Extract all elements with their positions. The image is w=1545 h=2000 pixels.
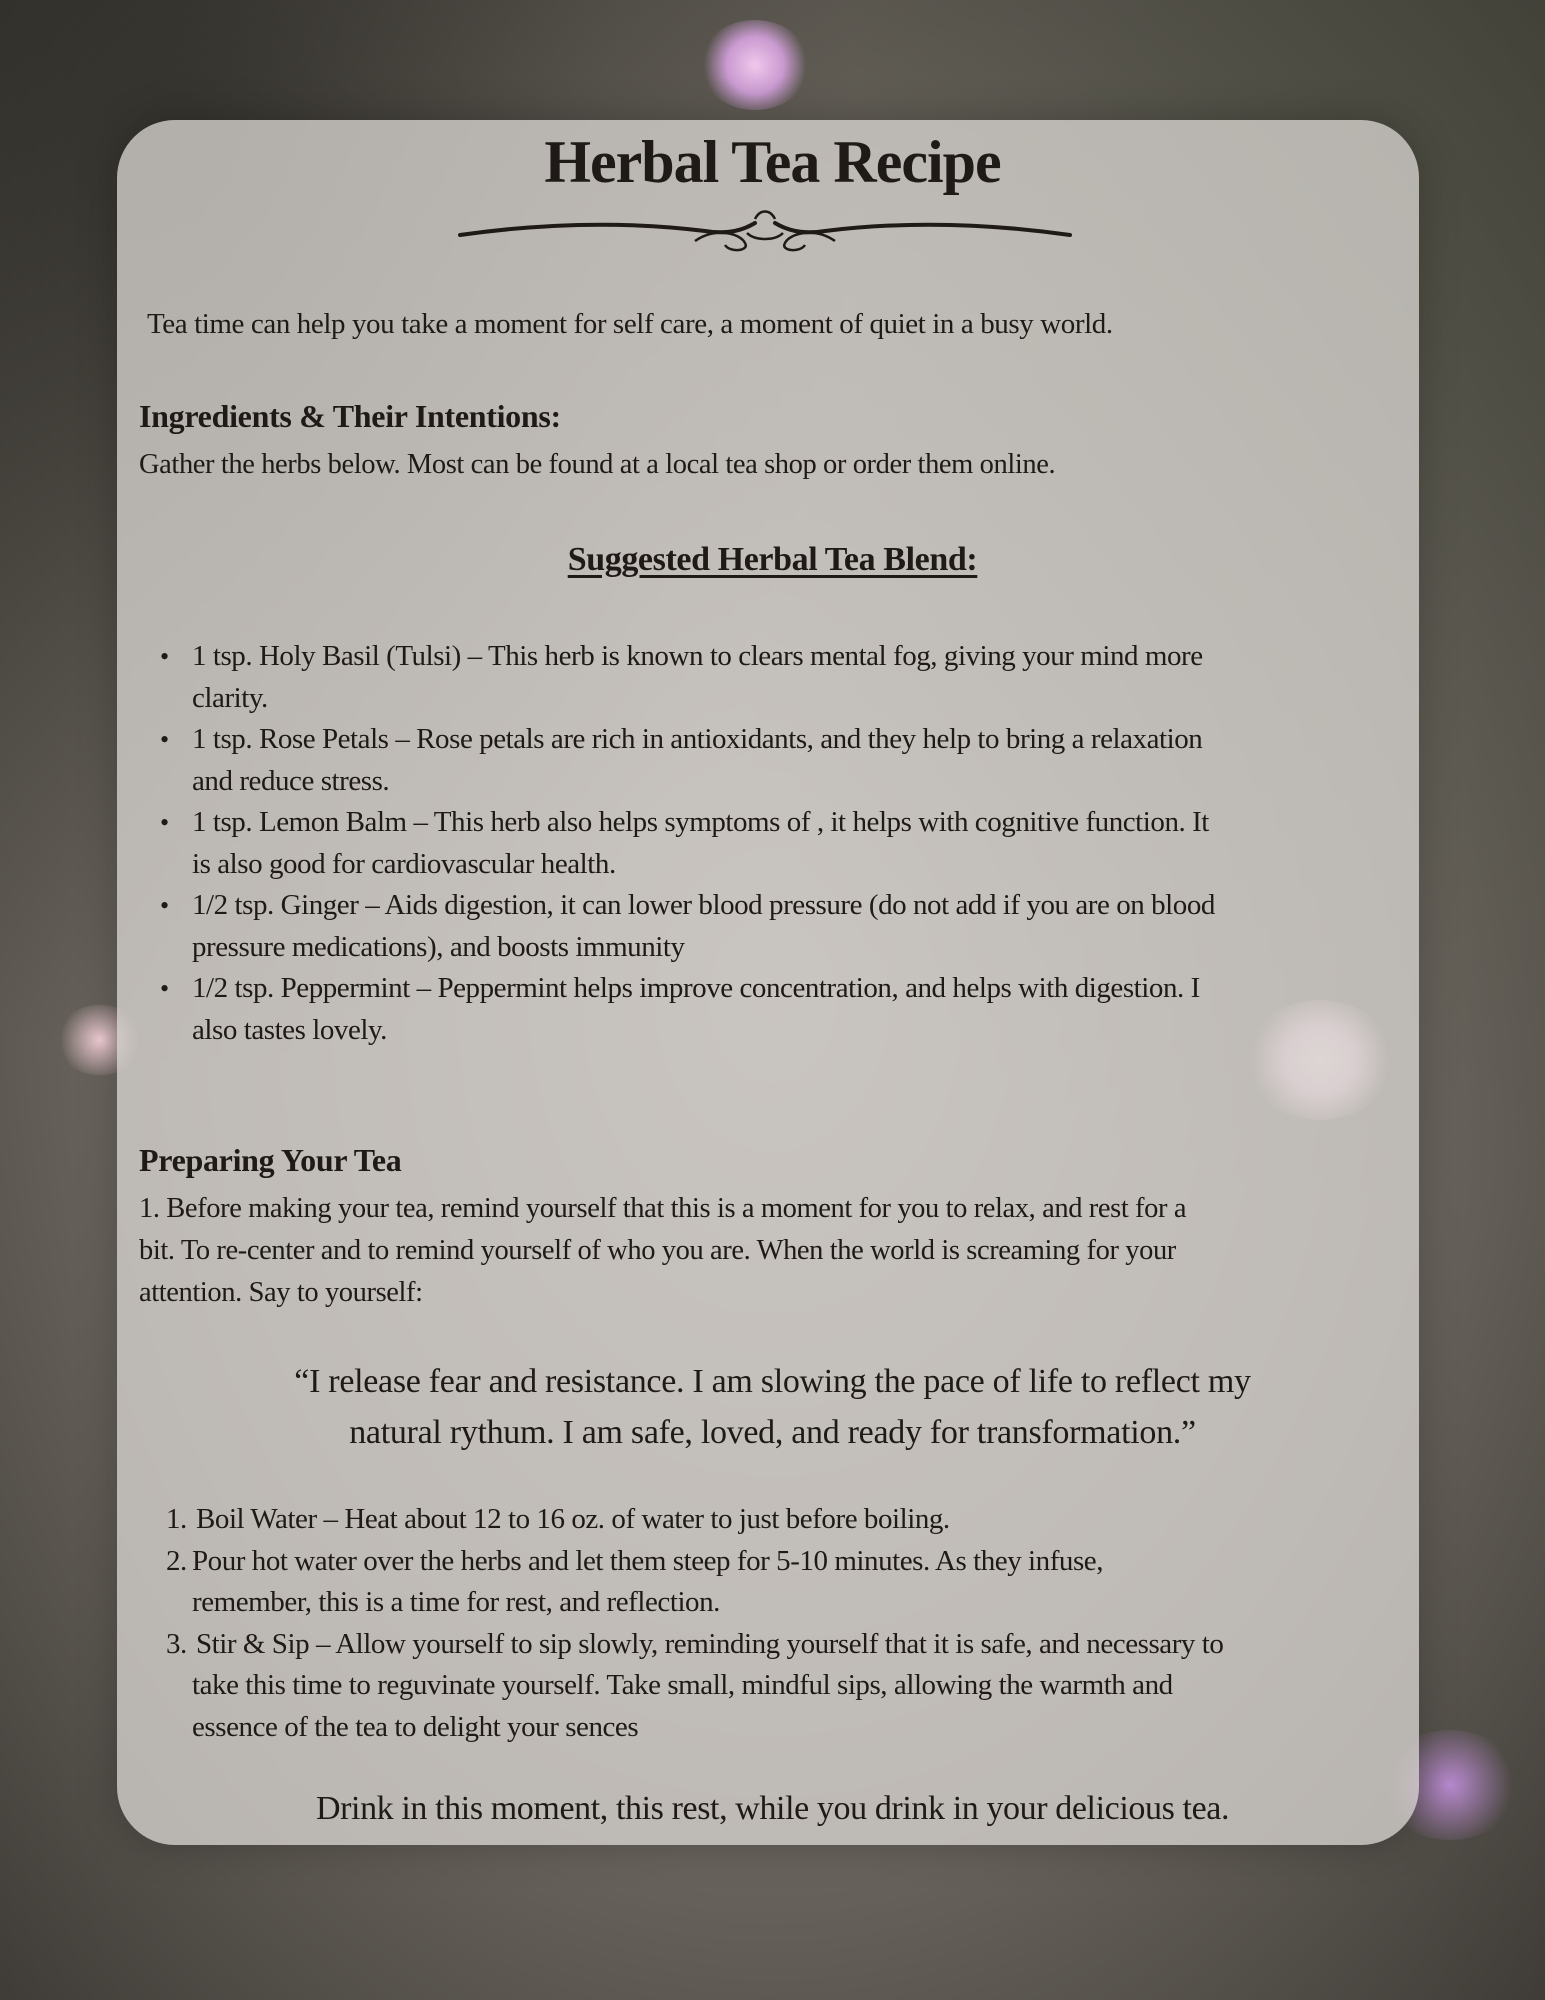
ingredients-heading: Ingredients & Their Intentions:: [139, 398, 561, 434]
list-item: • 1 tsp. Holy Basil (Tulsi) – This herb is known to clears mental fog, giving your mind more clarity.: [160, 636, 1410, 719]
step-item: 3. Stir & Sip – Allow yourself to sip slowly, reminding yourself that it is safe, and necessary to take this time to reguvinate yourself. Take small, mindful sips, allowing the warmth and essence of the tea to delight your sences: [166, 1624, 1411, 1749]
step-number: 3.: [166, 1627, 187, 1660]
flourish-divider: [455, 205, 1075, 255]
ingredients-text: Gather the herbs below. Most can be found at a local tea shop or order them online.: [139, 449, 1056, 480]
closing-text: Drink in this moment, this rest, while you drink in your delicious tea.: [315, 1790, 1230, 1827]
preparing-text: 1. Before making your tea, remind yourself that this is a moment for you to relax, and rest for a bit. To re-center and to remind yourself of who you are. When the world is screaming for your attention. Say to yourself:: [139, 1193, 1187, 1308]
step-item: 1. Boil Water – Heat about 12 to 16 oz. of water to just before boiling.: [166, 1499, 1411, 1541]
background-flower-top: [700, 20, 810, 110]
intro-text: Tea time can help you take a moment for self care, a moment of quiet in a busy world.: [147, 308, 1113, 340]
list-item: • 1/2 tsp. Ginger – Aids digestion, it can lower blood pressure (do not add if you are on blood pressure medications), and boosts immunity: [160, 885, 1410, 968]
blend-list: [160, 636, 1410, 1051]
step-item: 2. Pour hot water over the herbs and let them steep for 5-10 minutes. As they infuse, remember, this is a time for rest, and reflection.: [166, 1541, 1411, 1624]
list-item: • 1 tsp. Lemon Balm – This herb also helps symptoms of , it helps with cognitive function. It is also good for cardiovascular health.: [160, 802, 1410, 885]
list-item: • 1/2 tsp. Peppermint – Peppermint helps improve concentration, and helps with digestion. I also tastes lovely.: [160, 968, 1410, 1051]
step-number: 1.: [166, 1503, 187, 1535]
page-title: Herbal Tea Recipe: [544, 129, 1001, 195]
preparing-heading: Preparing Your Tea: [139, 1142, 402, 1178]
step-number: 2.: [166, 1544, 187, 1577]
list-item: • 1 tsp. Rose Petals – Rose petals are rich in antioxidants, and they help to bring a relaxation and reduce stress.: [160, 719, 1410, 802]
affirmation-quote: “I release fear and resistance. I am slowing the pace of life to reflect my natural rythum. I am safe, loved, and ready for transformation.”: [294, 1363, 1251, 1451]
blend-title: Suggested Herbal Tea Blend:: [567, 541, 978, 578]
steps-list: [166, 1499, 1411, 1748]
